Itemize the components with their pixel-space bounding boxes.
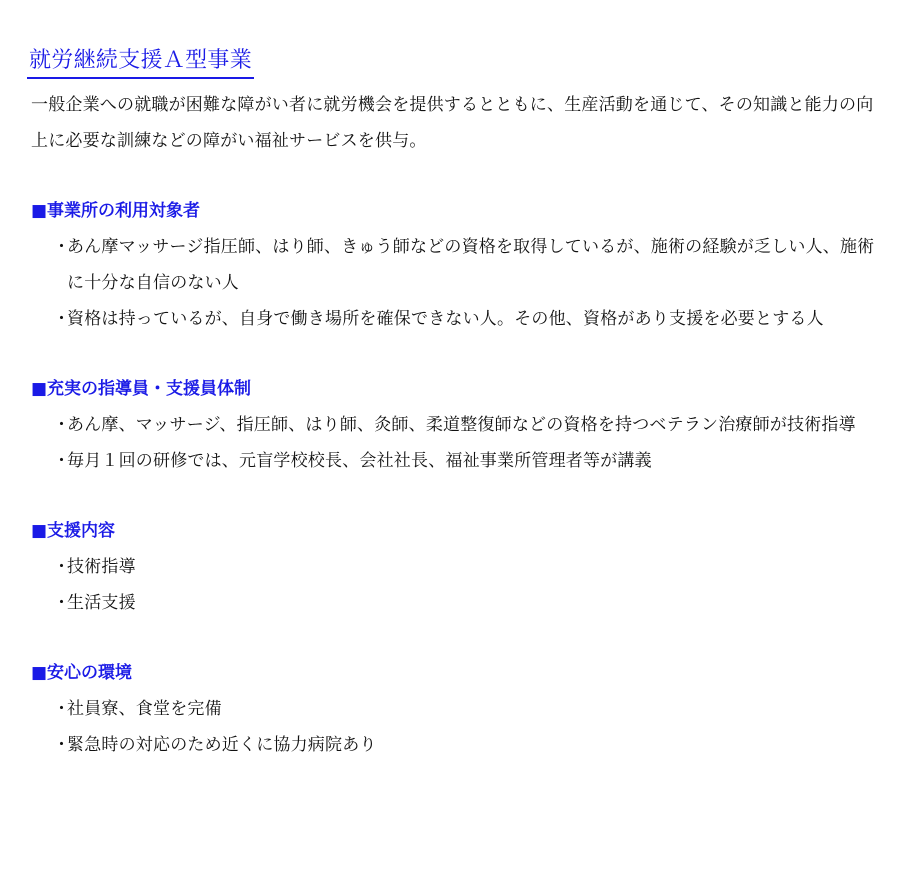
list-item-text: 資格は持っているが、自身で働き場所を確保できない人。その他、資格があり支援を必要とする人 [67,309,824,329]
section-heading: ■支援内容 [31,521,116,541]
bullet-mark: ・ [53,415,71,435]
bullet-list [31,549,881,621]
list-item-text: 生活支援 [67,593,136,613]
section-support-content [31,513,881,621]
list-item-text: 技術指導 [67,557,136,577]
section-heading: ■事業所の利用対象者 [31,201,201,221]
bullet-mark: ・ [53,309,71,329]
bullet-list [31,407,881,479]
list-item [31,407,881,443]
list-item [31,585,881,621]
list-item [31,691,881,727]
bullet-mark: ・ [53,735,71,755]
section-staff-system [31,371,881,479]
section-heading: ■充実の指導員・支援員体制 [31,379,252,399]
page-title: 就労継続支援Ａ型事業 [27,45,254,79]
list-item [31,549,881,585]
page-content [31,45,881,763]
list-item-text: あん摩、マッサージ、指圧師、はり師、灸師、柔道整復師などの資格を持つベテラン治療師が技術指導 [67,415,856,435]
section-environment [31,655,881,763]
list-item-text: 社員寮、食堂を完備 [67,699,222,719]
list-item [31,229,881,301]
bullet-mark: ・ [53,699,71,719]
list-item-text: あん摩マッサージ指圧師、はり師、きゅう師などの資格を取得しているが、施術の経験が乏しい人、施術に十分な自信のない人 [67,237,875,293]
intro-paragraph: 一般企業への就職が困難な障がい者に就労機会を提供するとともに、生産活動を通じて、その知識と能力の向上に必要な訓練などの障がい福祉サービスを供与。 [31,95,874,151]
bullet-mark: ・ [53,451,71,471]
list-item-text: 緊急時の対応のため近くに協力病院あり [67,735,377,755]
list-item [31,727,881,763]
bullet-list [31,229,881,337]
list-item [31,301,881,337]
list-item-text: 毎月１回の研修では、元盲学校校長、会社社長、福祉事業所管理者等が講義 [67,451,652,471]
list-item [31,443,881,479]
section-heading: ■安心の環境 [31,663,133,683]
section-target-users [31,193,881,337]
bullet-mark: ・ [53,593,71,613]
bullet-mark: ・ [53,237,71,257]
bullet-mark: ・ [53,557,71,577]
bullet-list [31,691,881,763]
